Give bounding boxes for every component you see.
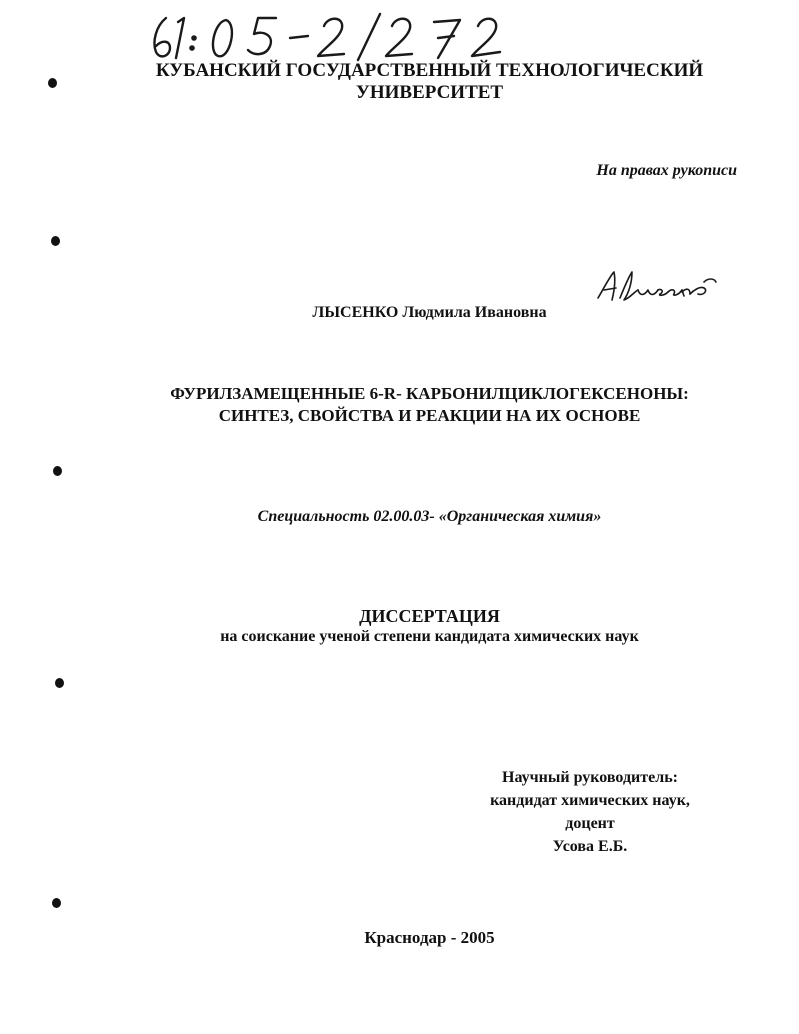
university-name-line2: УНИВЕРСИТЕТ xyxy=(355,82,504,103)
punch-hole-mark xyxy=(52,898,61,908)
signature-drawing xyxy=(594,268,719,304)
supervisor-label: Научный руководитель: xyxy=(502,769,678,786)
punch-hole-mark xyxy=(53,466,62,476)
dissertation-subheading: на соискание ученой степени кандидата химических наук xyxy=(220,628,639,645)
supervisor-degree: кандидат химических наук, xyxy=(490,792,690,809)
handwritten-code-drawing xyxy=(148,12,538,62)
supervisor-rank: доцент xyxy=(565,815,615,832)
punch-hole-mark xyxy=(51,236,60,246)
dissertation-title-line1: ФУРИЛЗАМЕЩЕННЫЕ 6-R- КАРБОНИЛЦИКЛОГЕКСЕНОНЫ: xyxy=(170,384,689,403)
author-signature xyxy=(594,268,719,309)
manuscript-note: На правах рукописи xyxy=(596,162,737,179)
punch-hole-mark xyxy=(55,678,64,688)
punch-hole-mark xyxy=(48,78,57,88)
dissertation-heading: ДИССЕРТАЦИЯ xyxy=(359,606,500,626)
dissertation-title-line2: СИНТЕЗ, СВОЙСТВА И РЕАКЦИИ НА ИХ ОСНОВЕ xyxy=(218,406,641,425)
speciality: Специальность 02.00.03- «Органическая химия» xyxy=(257,508,602,525)
supervisor-name: Усова Е.Б. xyxy=(552,838,628,855)
author-name: ЛЫСЕНКО Людмила Ивановна xyxy=(312,304,547,321)
handwritten-archive-code xyxy=(148,12,538,60)
university-name-line1: КУБАНСКИЙ ГОСУДАРСТВЕННЫЙ ТЕХНОЛОГИЧЕСКИЙ xyxy=(155,60,704,81)
city-year: Краснодар - 2005 xyxy=(364,928,495,947)
